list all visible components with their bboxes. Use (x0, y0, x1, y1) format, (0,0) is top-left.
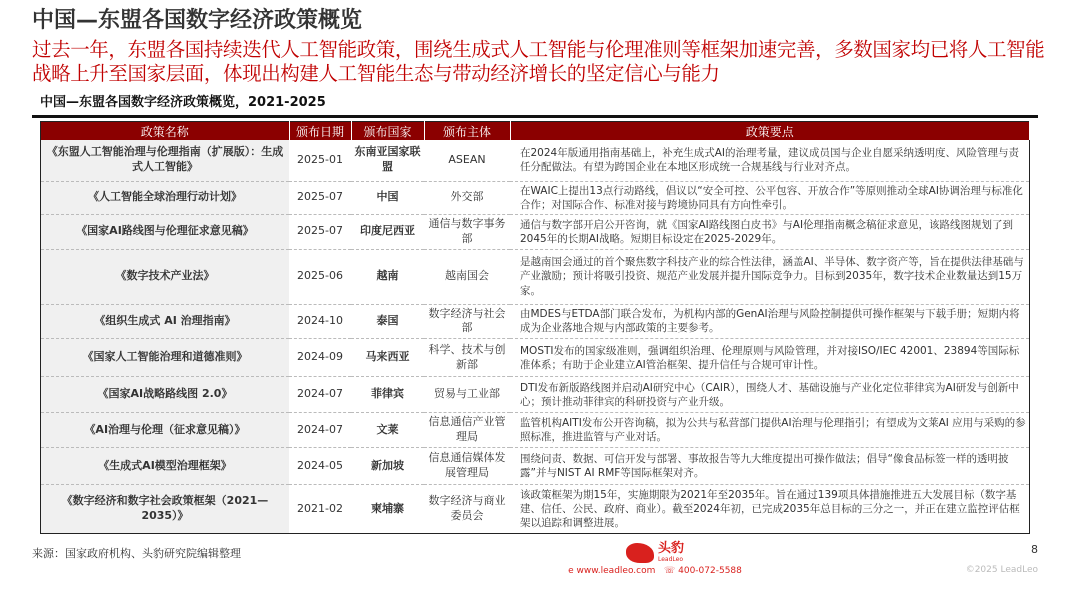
cell-body: 数字经济与商业委员会 (424, 485, 510, 534)
table-row (41, 377, 1030, 413)
cell-body: ASEAN (424, 140, 510, 181)
cell-name: 《生成式AI模型治理框架》 (41, 448, 290, 485)
cell-country: 马来西亚 (351, 339, 424, 377)
cell-country: 泰国 (351, 304, 424, 339)
cell-points: 围绕问责、数据、可信开发与部署、事故报告等九大维度提出可操作做法；倡导“像食品标签一样的透明披露”并与NIST AI RMF等国际框架对齐。 (510, 448, 1030, 485)
table-title: 中国—东盟各国数字经济政策概览，2021-2025 (40, 95, 326, 110)
phone-number: 400-072-5588 (678, 566, 742, 577)
cell-points: 该政策框架为期15年，实施期限为2021年至2035年。旨在通过139项具体措施推进五大发展目标（数字基建、信任、公民、政府、商业）。截至2024年初，已完成2035年总目标的三分之一，并正在建立监控评估框架以追踪和调整进展。 (510, 485, 1030, 534)
cell-body: 信息通信媒体发展管理局 (424, 448, 510, 485)
source-note: 来源：国家政府机构、头豹研究院编辑整理 (32, 547, 241, 561)
cell-name: 《数字经济和数字社会政策框架（2021—2035）》 (41, 485, 290, 534)
page-number: 8 (1031, 543, 1038, 557)
cell-points: 在WAIC上提出13点行动路线，倡议以“安全可控、公平包容、开放合作”等原则推动全球AI协调治理与标准化合作；对国际合作、标准对接与跨境协同具有方向性牵引。 (510, 181, 1030, 214)
table-row (41, 339, 1030, 377)
cell-name: 《东盟人工智能治理与伦理指南（扩展版）：生成式人工智能》 (41, 140, 290, 181)
header-country: 颁布国家 (351, 122, 424, 141)
cell-date: 2024-07 (289, 413, 351, 448)
header-name: 政策名称 (41, 122, 290, 141)
cell-name: 《国家AI路线图与伦理征求意见稿》 (41, 214, 290, 249)
cell-name: 《数字技术产业法》 (41, 249, 290, 304)
table-row (41, 485, 1030, 534)
policy-table (40, 121, 1030, 534)
cell-country: 柬埔寨 (351, 485, 424, 534)
cell-country: 印度尼西亚 (351, 214, 424, 249)
cell-country: 文莱 (351, 413, 424, 448)
cell-date: 2024-05 (289, 448, 351, 485)
cell-points: 通信与数字部开启公开咨询，就《国家AI路线图白皮书》与AI伦理指南概念稿征求意见，该路线图规划了到2045年的长期AI战略。短期目标设定在2025-2029年。 (510, 214, 1030, 249)
cell-date: 2025-01 (289, 140, 351, 181)
cell-name: 《国家人工智能治理和道德准则》 (41, 339, 290, 377)
cell-body: 信息通信产业管理局 (424, 413, 510, 448)
logo-subtext: LeadLeo (657, 555, 683, 563)
cell-name: 《AI治理与伦理（征求意见稿）》 (41, 413, 290, 448)
subtitle: 过去一年，东盟各国持续迭代人工智能政策，围绕生成式人工智能与伦理准则等框架加速完善，多数国家均已将人工智能战略上升至国家层面，体现出构建人工智能生态与带动经济增长的坚定信心与能力 (32, 38, 1045, 85)
cell-date: 2024-07 (289, 377, 351, 413)
cell-points: 是越南国会通过的首个聚焦数字科技产业的综合性法律，涵盖AI、半导体、数字资产等，旨在提供法律基础与产业激励；预计将吸引投资、规范产业发展并提升国际竞争力。目标到2035年，数字技术企业数量达到15万家。 (510, 249, 1030, 304)
cell-body: 外交部 (424, 181, 510, 214)
copyright: ©2025 LeadLeo (965, 565, 1038, 576)
cell-points: 在2024年版通用指南基础上，补充生成式AI的治理考量，建议成员国与企业自愿采纳透明度、风险管理与责任分配做法。有望为跨国企业在本地区形成统一合规基线与行业对齐点。 (510, 140, 1030, 181)
cell-date: 2024-09 (289, 339, 351, 377)
cell-name: 《人工智能全球治理行动计划》 (41, 181, 290, 214)
page-title: 中国—东盟各国数字经济政策概览 (32, 8, 363, 33)
table-row (41, 448, 1030, 485)
leopard-icon (626, 543, 654, 563)
divider (32, 115, 1038, 118)
table-row (41, 214, 1030, 249)
cell-date: 2024-10 (289, 304, 351, 339)
table-row (41, 249, 1030, 304)
cell-points: 由MDES与ETDA部门联合发布，为机构内部的GenAI治理与风险控制提供可操作框架与下载手册；短期内将成为企业落地合规与内部政策的主要参考。 (510, 304, 1030, 339)
table-row (41, 304, 1030, 339)
website-link[interactable]: www.leadleo.com (576, 566, 656, 577)
logo-text: 头豹 (657, 541, 684, 557)
footer-right (878, 542, 1038, 577)
cell-points: 监管机构AITI发布公开咨询稿，拟为公共与私营部门提供AI治理与伦理指引；有望成为文莱AI 应用与采购的参照标准，推进监管与产业对话。 (510, 413, 1030, 448)
cell-country: 中国 (351, 181, 424, 214)
table-header (41, 122, 1030, 141)
cell-date: 2025-06 (289, 249, 351, 304)
contact-links (568, 565, 742, 578)
cell-points: DTI发布新版路线图并启动AI研究中心（CAIR），围绕人才、基础设施与产业化定位菲律宾为AI研发与创新中心；预计推动菲律宾的科研投资与产业升级。 (510, 377, 1030, 413)
cell-name: 《组织生成式 AI 治理指南》 (41, 304, 290, 339)
cell-body: 贸易与工业部 (424, 377, 510, 413)
cell-date: 2021-02 (289, 485, 351, 534)
web-icon: e (568, 566, 574, 577)
footer (32, 542, 1038, 578)
cell-country: 越南 (351, 249, 424, 304)
header-body: 颁布主体 (424, 122, 510, 141)
cell-body: 科学、技术与创新部 (424, 339, 510, 377)
leadleo-logo (626, 542, 684, 563)
header-points: 政策要点 (510, 122, 1030, 141)
table-row (41, 181, 1030, 214)
phone-icon: ☏ (663, 566, 676, 577)
cell-body: 通信与数字事务部 (424, 214, 510, 249)
footer-branding (432, 542, 878, 578)
cell-country: 东南亚国家联盟 (351, 140, 424, 181)
cell-name: 《国家AI战略路线图 2.0》 (41, 377, 290, 413)
header-date: 颁布日期 (289, 122, 351, 141)
table-row (41, 413, 1030, 448)
cell-country: 新加坡 (351, 448, 424, 485)
cell-country: 菲律宾 (351, 377, 424, 413)
table-container (40, 121, 1067, 534)
cell-points: MOSTI发布的国家级准则，强调组织治理、伦理原则与风险管理，并对接ISO/IEC 42001、23894等国际标准体系；有助于企业建立AI管治框架、提升信任与合规可审计性。 (510, 339, 1030, 377)
cell-body: 越南国会 (424, 249, 510, 304)
cell-body: 数字经济与社会部 (424, 304, 510, 339)
cell-date: 2025-07 (289, 214, 351, 249)
table-row (41, 140, 1030, 181)
cell-date: 2025-07 (289, 181, 351, 214)
